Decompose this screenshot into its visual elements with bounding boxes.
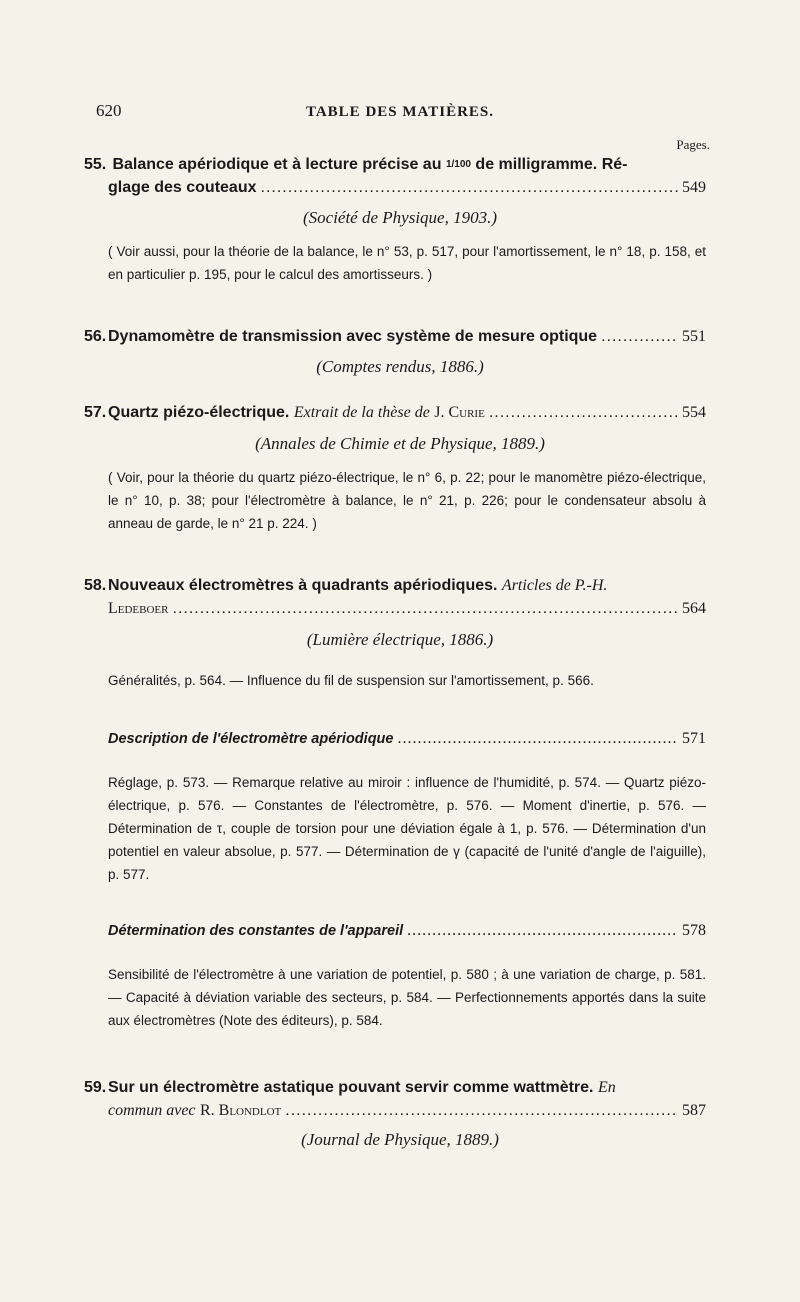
entry-title-cont: glage des couteaux xyxy=(108,179,257,196)
entry-title-italic: En xyxy=(597,1079,616,1096)
subsection-page: 578 xyxy=(682,922,706,939)
entry-title-italic: Extrait de la thèse de xyxy=(293,404,430,421)
entry-55 xyxy=(84,153,706,199)
pages-label: Pages. xyxy=(676,137,710,152)
running-title: TABLE DES MATIÈRES. xyxy=(305,104,495,120)
entry-page: 554 xyxy=(682,404,706,421)
leader-dots xyxy=(601,325,678,348)
leader-dots xyxy=(407,922,678,940)
page-number: 620 xyxy=(96,101,122,120)
leader-dots xyxy=(397,730,678,748)
entry-59 xyxy=(84,1076,706,1122)
fraction: 1/100 xyxy=(445,159,471,170)
entry-author: Ledeboer xyxy=(108,600,169,617)
entry-page: 549 xyxy=(682,179,706,196)
entry-title: Nouveaux électromètres à quadrants apériodiques. xyxy=(108,577,498,594)
entry-note: Sensibilité de l'électromètre à une variation de potentiel, p. 580 ; à une variation de charge, p. 581. — Capacité à déviation variable des secteurs, p. 584. — Perfectionnements apportés dans la suite aux électromètres (Note des éditeurs), p. 584. xyxy=(108,967,706,1028)
entry-page: 587 xyxy=(682,1102,706,1119)
subsection-title: Détermination des constantes de l'appareil xyxy=(108,923,404,939)
entry-page: 564 xyxy=(682,600,706,617)
entry-title-end: de milligramme. Ré- xyxy=(475,156,628,173)
leader-dots xyxy=(285,1099,678,1122)
entry-number: 58. xyxy=(84,577,107,594)
leader-dots xyxy=(173,597,679,620)
entry-56 xyxy=(84,325,706,348)
entry-58 xyxy=(84,574,706,620)
entry-source: (Lumière électrique, 1886.) xyxy=(306,630,494,649)
entry-57 xyxy=(84,401,706,424)
entry-author: R. Blondlot xyxy=(199,1102,282,1119)
entry-title-italic: Articles de P.-H. xyxy=(501,577,608,594)
entry-number: 59. xyxy=(84,1079,107,1096)
subsection-title: Description de l'électromètre apériodique xyxy=(108,731,394,747)
entry-note: ( Voir, pour la théorie du quartz piézo-électrique, le n° 6, p. 22; pour le manomètre piézo-électrique, le n° 10, p. 38; pour l'électromètre à balance, le n° 21, p. 226; pour le condensateur absolu à anneau de garde, le n° 21 p. 224. ) xyxy=(108,470,706,531)
entry-note: Généralités, p. 564. — Influence du fil de suspension sur l'amortissement, p. 566. xyxy=(108,673,594,688)
entry-page: 551 xyxy=(682,328,706,345)
entry-source: (Journal de Physique, 1889.) xyxy=(301,1130,499,1149)
entry-number: 55. xyxy=(84,156,107,173)
entry-source: (Comptes rendus, 1886.) xyxy=(316,357,484,376)
entry-number: 57. xyxy=(84,404,107,421)
entry-source: (Annales de Chimie et de Physique, 1889.) xyxy=(255,434,545,453)
entry-author: J. Curie xyxy=(434,404,485,421)
entry-title-italic-cont: commun avec xyxy=(108,1102,196,1119)
leader-dots xyxy=(261,176,679,199)
entry-title: Quartz piézo-électrique. xyxy=(108,404,290,421)
subsection-constantes xyxy=(108,922,706,940)
subsection-page: 571 xyxy=(682,730,706,747)
entry-title: Sur un électromètre astatique pouvant servir comme wattmètre. xyxy=(108,1079,594,1096)
entry-source: (Société de Physique, 1903.) xyxy=(302,208,497,227)
entry-note: Réglage, p. 573. — Remarque relative au miroir : influence de l'humidité, p. 574. — Quartz piézo-électrique, p. 576. — Constantes de l'électromètre, p. 576. — Moment d'inertie, p. 576. — Détermination de τ, couple de torsion pour une déviation égale à 1, p. 576. — Détermination d'un potentiel en valeur absolue, p. 577. — Détermination de γ (capacité de l'unité d'angle de l'aiguille), p. 577. xyxy=(108,775,706,882)
entry-title: Balance apériodique et à lecture précise au xyxy=(112,156,442,173)
leader-dots xyxy=(489,401,678,424)
subsection-description xyxy=(108,730,706,748)
entry-note: ( Voir aussi, pour la théorie de la balance, le n° 53, p. 517, pour l'amortissement, le n° 18, p. 158, et en particulier p. 195, pour le calcul des amortisseurs. ) xyxy=(108,244,706,282)
entry-number: 56. xyxy=(84,328,107,345)
entry-title: Dynamomètre de transmission avec système de mesure optique xyxy=(108,328,598,345)
